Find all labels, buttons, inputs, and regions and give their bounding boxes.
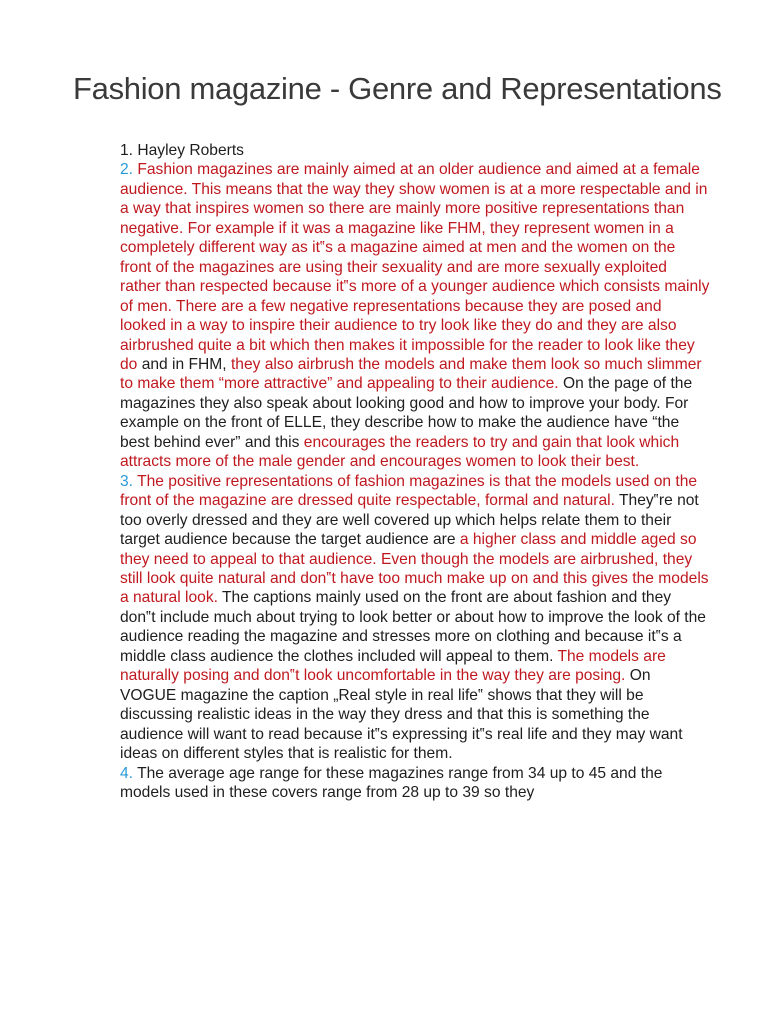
list-number: 2. (120, 161, 134, 179)
list-item-4 (120, 764, 710, 803)
list-item-1 (120, 141, 710, 160)
highlighted-text: encourages the readers to try and gain that look which attracts more of the male gender and encourages women to look their best. (120, 433, 680, 471)
text-segment: On VOGUE magazine the caption „Real style in real life‟ shows that they will be discussing realistic ideas in the way they dress and that this is something the audience will want to read because it‟s expressing it‟s real life and they may want ideas on different styles that is realistic for them. (120, 667, 683, 763)
text-segment: Hayley Roberts (137, 142, 244, 159)
highlighted-text: they also airbrush the models and make them look so much slimmer to make them “more attractive” and appealing to their audience. (120, 355, 702, 393)
list-number: 1. (120, 142, 134, 159)
text-segment: The average age range for these magazines range from 34 up to 45 and the models used in these covers range from 28 up to 39 so they (120, 764, 663, 801)
highlighted-text: The positive representations of fashion magazines is that the models used on the front of the magazine are dressed quite respectable, formal and natural. (120, 472, 698, 510)
text-segment: They‟re not too overly dressed and they are well covered up which helps relate them to their target audience because the target audience are (120, 492, 699, 549)
highlighted-text: Fashion magazines are mainly aimed at an older audience and aimed at a female audience. This means that the way they show women is at a more respectable and in a way that inspires women so there are mainly more positive representations than negative. For example if it was a magazine like FHM, they represent women in a completely different way as it‟s a magazine aimed at men and the women on the front of the magazines are using their sexuality and are more sexually exploited rather than respected because it‟s more of a younger audience which consists mainly of men. There are a few negative representations because they are posed and looked in a way to inspire their audience to try look like they do and they are also airbrushed quite a bit which then makes it impossible for the reader to look like they do (120, 161, 710, 373)
text-segment: The captions mainly used on the front are about fashion and they don‟t include much about trying to look better or about how to improve the look of the audience reading the magazine and stresses more on clothing and because it‟s a middle class audience the clothes included will appeal to them. (120, 589, 706, 665)
numbered-list (120, 141, 710, 802)
highlighted-text: The models are naturally posing and don‟t look uncomfortable in the way they are posing. (120, 647, 666, 685)
text-segment: On the page of the magazines they also speak about looking good and how to improve your body. For example on the front of ELLE, they describe how to make the audience have “the best behind ever” and this (120, 375, 693, 451)
text-segment: and in FHM, (137, 355, 231, 373)
list-number: 3. (120, 472, 134, 490)
document-title: Fashion magazine - Genre and Representations (73, 71, 722, 106)
highlighted-text: a higher class and middle aged so they need to appeal to that audience. Even though the models are airbrushed, they still look quite natural and don‟t have too much make up on and this gives the models a natural look. (120, 531, 709, 607)
list-number: 4. (120, 764, 134, 782)
list-item-3 (120, 472, 710, 764)
list-item-2 (120, 160, 710, 471)
